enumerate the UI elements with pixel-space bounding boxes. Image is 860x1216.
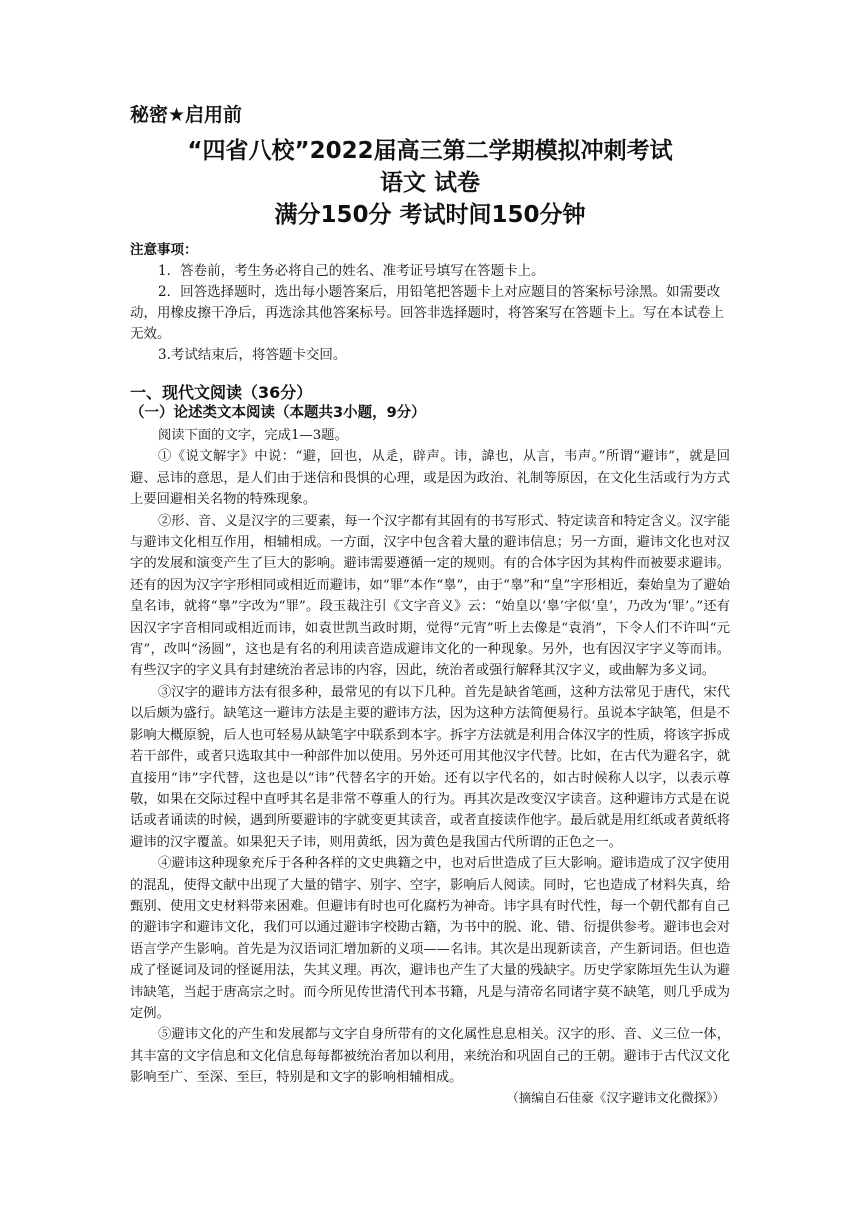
section-subheading: （一）论述类文本阅读（本题共3小题，9分） bbox=[130, 405, 426, 421]
section-heading: 一、现代文阅读（36分） bbox=[130, 383, 313, 402]
article-paragraph: ④避讳这种现象充斥于各种各样的文史典籍之中，也对后世造成了巨大影响。避讳造成了汉字使用的混乱，使得文献中出现了大量的错字、别字、空字，影响后人阅读。同时，它也造成了材料失真，给甄别、使用文史材料带来困难。但避讳有时也可化腐朽为神奇。讳字具有时代性，每一个朝代都有自己的避讳字和避讳文化，我们可以通过避讳字校勘古籍，为书中的脱、讹、错、衍提供参考。避讳也会对语言学产生影响。首先是为汉语词汇增加新的义项——名讳。其次是出现新读音，产生新词语。但也造成了怪诞词及词的怪诞用法，失其义理。再次，避讳也产生了大量的残缺字。历史学家陈垣先生认为避讳缺笔，当起于唐高宗之时。而今所见传世清代刊本书籍，凡是与清帝名同诸字莫不缺笔，则几乎成为定例。 bbox=[130, 856, 730, 1021]
notice-heading: 注意事项： bbox=[130, 242, 198, 258]
exam-subject: 语文 试卷 bbox=[379, 170, 480, 196]
article-paragraph: ①《说文解字》中说：“避，回也，从辵，辟声。讳，諱也，从言，韦声。”所谓“避讳”，就是回避、忌讳的意思，是人们由于迷信和畏惧的心理，或是因为政治、礼制等原因，在文化生活或行为方式上要回避相关名物的特殊现象。 bbox=[130, 449, 730, 508]
section-header bbox=[130, 383, 730, 423]
article-paragraph: ②形、音、义是汉字的三要素，每一个汉字都有其固有的书写形式、特定读音和特定含义。汉字能与避讳文化相互作用，相辅相成。一方面，汉字中包含着大量的避讳信息；另一方面，避讳文化也对汉字的发展和演变产生了巨大的影响。避讳需要遵循一定的规则。有的合体字因为其构件而被要求避讳。还有的因为汉字字形相同或相近而避讳，如“罪”本作“辠”，由于“辠”和“皇”字形相近，秦始皇为了避始皇名讳，就将“辠”字改为“罪”。段玉裁注引《文字音义》云：“始皇以‘辠’字似‘皇’，乃改为‘罪’。”还有因汉字字音相同或相近而讳，如袁世凯当政时期，觉得“元宵”听上去像是“袁消”，下令人们不许叫“元宵”，改叫“汤圆”，这也是有名的利用读音造成避讳文化的一种现象。另外，也有因汉字字义等而讳。有些汉字的字义具有封建统治者忌讳的内容，因此，统治者或强行解释其汉字义，或曲解为多义词。 bbox=[130, 513, 730, 679]
secret-label: 秘密★启用前 bbox=[130, 104, 243, 126]
exam-score-time: 满分150分 考试时间150分钟 bbox=[274, 202, 586, 228]
instruction: 阅读下面的文字，完成1—3题。 bbox=[158, 428, 348, 443]
article-source: （摘编自石佳豪《汉字避讳文化微探》） bbox=[506, 1090, 725, 1105]
notice-item: 2．回答选择题时，选出每小题答案后，用铅笔把答题卡上对应题目的答案标号涂黑。如需要改动，用橡皮擦干净后，再选涂其他答案标号。回答非选择题时，将答案写在答题卡上。写在本试卷上无效。 bbox=[130, 284, 724, 342]
article-paragraph: ⑤避讳文化的产生和发展都与文字自身所带有的文化属性息息相关。汉字的形、音、义三位一体，其丰富的文字信息和文化信息每每都被统治者加以利用，来统治和巩固自己的王朝。避讳于古代汉文化影响至广、至深、至巨，特别是和文字的影响相辅相成。 bbox=[130, 1027, 730, 1086]
notice-item: 1．答卷前，考生务必将自己的姓名、准考证号填写在答题卡上。 bbox=[158, 263, 545, 279]
notice-block bbox=[130, 240, 730, 366]
reading-article bbox=[130, 425, 730, 1089]
article-paragraph: ③汉字的避讳方法有很多种，最常见的有以下几种。首先是缺省笔画，这种方法常见于唐代，宋代以后颇为盛行。缺笔这一避讳方法是主要的避讳方法，因为这种方法简便易行。虽说本字缺笔，但是不影响大概原貌，后人也可轻易从缺笔字中联系到本字。拆字方法就是利用合体汉字的性质，将该字拆成若干部件，或者只选取其中一种部件加以使用。另外还可用其他汉字代替。比如，在古代为避名字，就直接用“讳”字代替，这也是以“讳”代替名字的开始。还有以字代名的，如古时候称人以字，以表示尊敬，如果在交际过程中直呼其名是非常不尊重人的行为。再其次是改变汉字读音。这种避讳方式是在说话或者诵读的时候，遇到所要避讳的字就变更其读音，或者直接读作他字。最后就是用红纸或者黄纸将避讳的汉字覆盖。如果犯天子讳，则用黄纸，因为黄色是我国古代所谓的正色之一。 bbox=[130, 684, 730, 850]
notice-item: 3.考试结束后，将答题卡交回。 bbox=[158, 347, 347, 363]
exam-title: “四省八校”2022届高三第二学期模拟冲刺考试 bbox=[187, 138, 673, 164]
